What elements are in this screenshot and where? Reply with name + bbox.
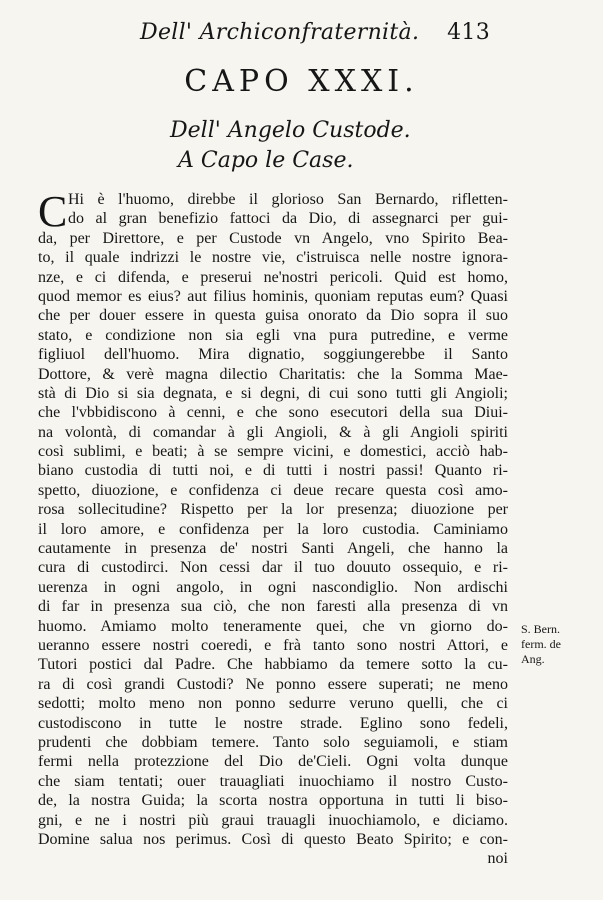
text-line: fermi nella protezzione del Dio de'Cieli. Ogni volta dunque (38, 753, 508, 771)
text-line: ueranno essere nostri coeredi, e frà tanto sono nostri Attori, e (38, 636, 508, 654)
text-line: do al gran benefizio fattoci da Dio, di assegnarci per gui- (68, 210, 508, 228)
margin-note-line: S. Bern. (521, 622, 560, 636)
text-line: custodiscono in tutte le nostre strade. Eglino sono fedeli, (38, 714, 508, 732)
text-line: Domine salua nos perimus. Così di questo Beato Spirito; e con- (38, 830, 508, 848)
text-line: Hi è l'huomo, direbbe il glorioso San Bernardo, rifletten- (68, 191, 508, 208)
body-lines (38, 187, 508, 869)
running-title: Dell' Archiconfraternità. (140, 20, 420, 45)
text-line: stà di Dio si sia degnata, e si degni, di cui sono tutti gli Angioli; (38, 384, 508, 402)
text-line: che siam tentati; ouer trauagliati inuochiamo il nostro Custo- (38, 772, 508, 790)
text-line: così sublimi, e beati; à se sempre vicini, e domestici, acciò hab- (38, 443, 508, 461)
text-line: nze, e ci difenda, e preserui ne'nostri pericoli. Quid est homo, (38, 268, 508, 286)
running-head (140, 20, 490, 48)
text-line: to, il quale indrizzi le nostre vie, c'istruisca nelle nostre ignora- (38, 249, 508, 267)
text-line: Tutori postici dal Padre. Che habbiamo da temere sotto la cu- (38, 656, 508, 674)
text-line: noi (487, 850, 508, 868)
text-line: figliuol dell'huomo. Mira dignatio, soggiungerebbe il Santo (38, 346, 508, 364)
text-line: quod memor es eius? aut filius hominis, quoniam reputas eum? Quasi (38, 287, 508, 305)
text-line: na volontà, di comandar à gli Angioli, & à gli Angioli spiriti (38, 423, 508, 441)
margin-note-line: ferm. de (521, 637, 561, 651)
text-line: uerenza in ogni angolo, in ogni nascondiglio. Non ardischi (38, 578, 508, 596)
chapter-title: CAPO XXXI. (184, 64, 419, 99)
text-line: di far in presenza sua ciò, che non faresti alla presenza di vn (38, 598, 508, 616)
text-line: sedotti; molto meno non ponno sedurre veruno quelli, che ci (38, 695, 508, 713)
text-line: che per douer essere in questa guisa onorato da Dio sopra il suo (38, 307, 508, 325)
text-line: prudenti che dobbiam temere. Tanto solo seguiamoli, e stiam (38, 733, 508, 751)
page-number: 413 (447, 20, 490, 45)
text-line: il loro amore, e confidenza per la loro custodia. Caminiamo (38, 520, 508, 538)
text-line: che l'vbbidiscono à cenni, e che sono esecutori della sua Diui- (38, 404, 508, 422)
text-line: gni, e ne i nostri più graui trauagli inuochiamolo, e diciamo. (38, 811, 508, 829)
text-line: da, per Direttore, e per Custode vn Angelo, vno Spirito Bea- (38, 229, 508, 247)
chapter-subtitle-1: Dell' Angelo Custode. (170, 118, 411, 143)
text-line: Dottore, & verè magna dilectio Charitatis: che la Somma Mae- (38, 365, 508, 383)
text-line: spetto, diuozione, e confidenza ci deue recare questa così amo- (38, 481, 508, 499)
chapter-subtitle-2: A Capo le Case. (178, 148, 354, 173)
text-line: rosa sollecitudine? Rispetto per la lor presenza; diuozione per (38, 501, 508, 519)
text-line: ra di così grandi Custodi? Ne ponno essere superati; ne meno (38, 675, 508, 693)
margin-note (521, 622, 591, 667)
drop-cap: C (38, 187, 68, 236)
text-line: cautamente in presenza de' nostri Santi Angeli, che hanno la (38, 540, 508, 558)
text-line: cura di custodirci. Non cessi dar il tuo douuto ossequio, e ri- (38, 559, 508, 577)
text-line: de, la nostra Guida; la scorta nostra opportuna in tutti li biso- (38, 792, 508, 810)
text-line: biano custodia di tutti noi, e di tutti i nostri passi! Quanto ri- (38, 462, 508, 480)
text-line: huomo. Amiamo molto teneramente quei, che vn giorno do- (38, 617, 508, 635)
margin-note-line: Ang. (521, 652, 545, 666)
text-line: stato, e condizione non sia egli vna pura putredine, e verme (38, 326, 508, 344)
body-text (38, 187, 508, 869)
